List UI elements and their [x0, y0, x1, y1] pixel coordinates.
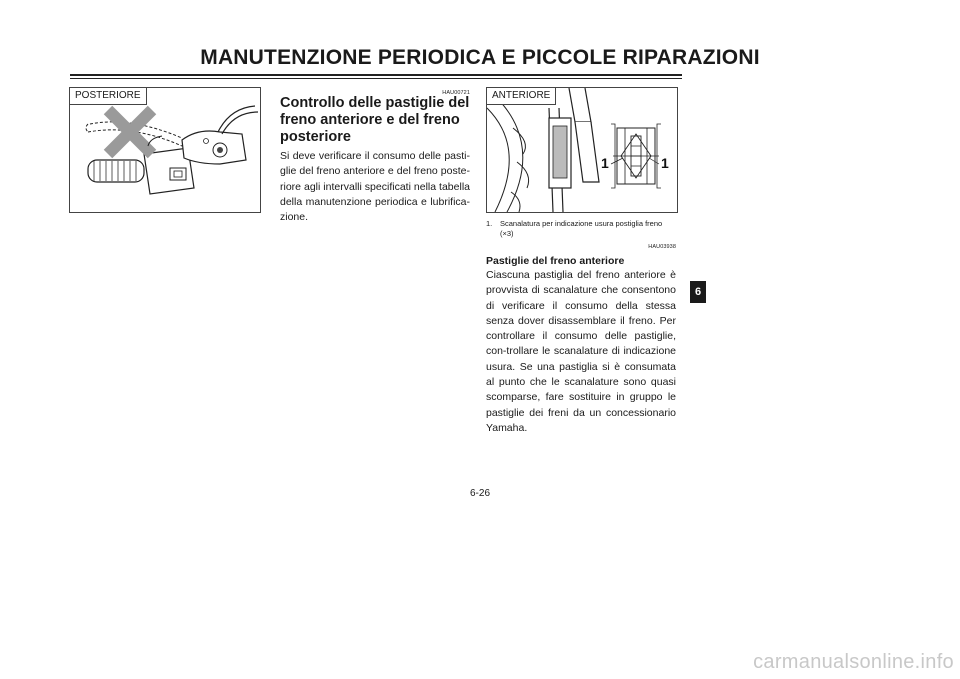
caption-text: Scanalatura per indicazione usura postiglia freno (×3): [500, 219, 663, 238]
page-header-title: MANUTENZIONE PERIODICA E PICCOLE RIPARAZIONI: [200, 46, 760, 69]
figure-front-label: ANTERIORE: [487, 88, 556, 105]
section-code: HAU03938: [648, 244, 676, 250]
page-number: 6-26: [469, 488, 490, 499]
watermark: carmanualsonline.info: [753, 651, 954, 673]
section-title-brake-pads: Controllo delle pastiglie del freno anteriore e del freno posteriore: [280, 95, 470, 145]
caption-number: 1.: [486, 219, 493, 228]
section-title-front-pads: Pastiglie del freno anteriore: [486, 255, 625, 267]
header-rule: [70, 74, 682, 76]
callout-number: 1: [661, 155, 669, 171]
rear-brake-illustration: [70, 88, 260, 212]
chapter-tab: 6: [690, 281, 706, 303]
figure-rear-brake: [69, 87, 261, 213]
section-body-front-pads: Ciascuna pastiglia del freno anteriore è provvista di scanalature che consentono di verificare il consumo della stessa senza dover disassemblare il freno. Per controllare il consumo delle pastiglie, con-trollare le scanalature di indicazione usura. Se una pastiglia si è consumata al punto che le scanalature sono quasi scomparse, fare sostituire in gruppo le pastiglie dei freni da un concessionario Yamaha.: [486, 269, 676, 434]
section-code: HAU00721: [442, 90, 470, 96]
figure-front-brake: [486, 87, 678, 213]
figure-rear-label: POSTERIORE: [70, 88, 147, 105]
section-body-brake-pads: Si deve verificare il consumo delle pasti-glie del freno anteriore e del freno poste-riore agli intervalli specificati nella tabella della manutenzione periodica e lubrifica-zione.: [280, 150, 470, 224]
header-rule-thin: [70, 78, 682, 79]
callout-number: 1: [601, 155, 609, 171]
figure-caption: [486, 219, 676, 239]
front-brake-illustration: [487, 88, 677, 212]
